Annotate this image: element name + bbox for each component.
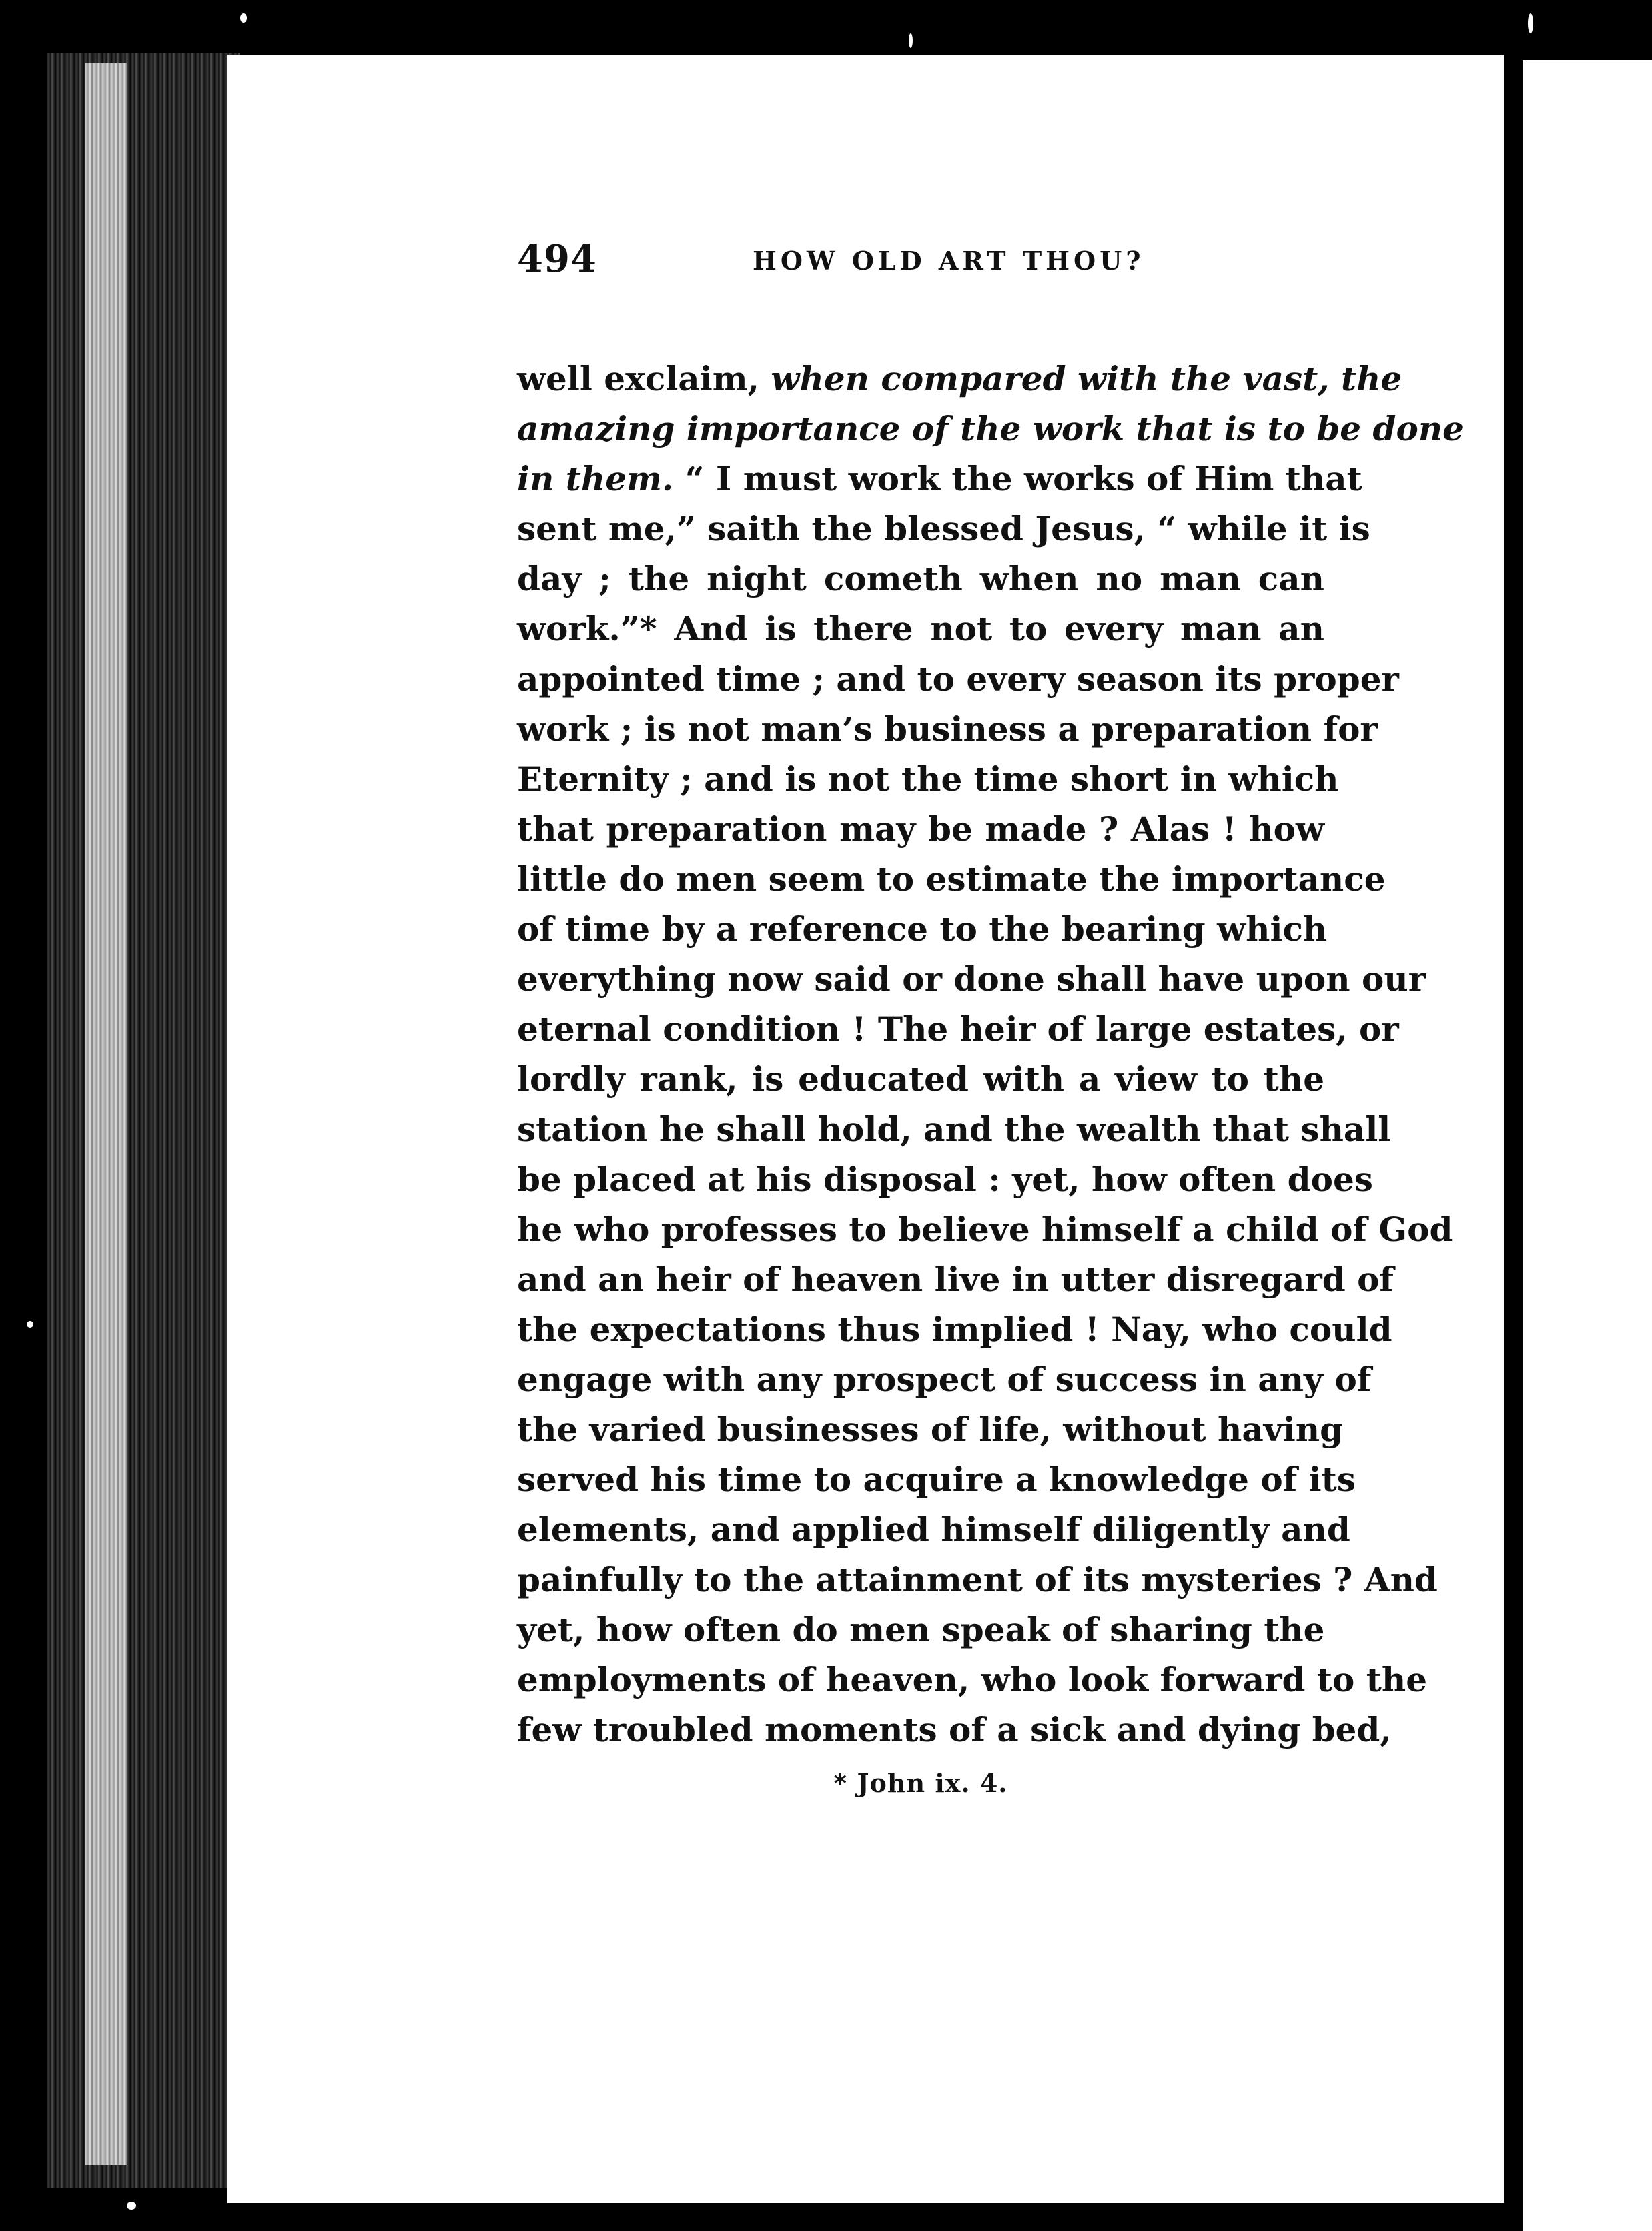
text-line xyxy=(517,1254,1394,1304)
text-segment: station he shall hold, and the wealth that shall xyxy=(517,1109,1391,1149)
text-segment: little do men seem to estimate the importance xyxy=(517,859,1386,899)
next-page-edge xyxy=(1523,60,1652,2231)
text-segment: everything now said or done shall have upon our xyxy=(517,959,1426,999)
text-segment: he who professes to believe himself a child of God xyxy=(517,1210,1453,1249)
text-line xyxy=(517,704,1378,754)
text-segment: elements, and applied himself diligently and xyxy=(517,1510,1350,1549)
text-line xyxy=(517,1004,1399,1054)
text-segment: few troubled moments of a sick and dying bed, xyxy=(517,1710,1392,1749)
text-segment: of time by a reference to the bearing which xyxy=(517,909,1328,949)
text-segment: “ I must work the works of Him that xyxy=(673,459,1362,498)
text-line xyxy=(517,554,1324,604)
text-line xyxy=(517,1504,1350,1554)
text-line xyxy=(517,454,1362,504)
text-segment: work ; is not man’s business a preparation for xyxy=(517,709,1378,749)
body-text xyxy=(517,354,1464,1755)
text-line xyxy=(517,1104,1391,1154)
text-line xyxy=(517,354,1402,404)
text-segment: yet, how often do men speak of sharing the xyxy=(517,1610,1325,1649)
text-segment: and an heir of heaven live in utter disregard of xyxy=(517,1260,1394,1299)
page-edges-highlight xyxy=(85,63,127,2165)
page-number: 494 xyxy=(517,237,597,281)
text-segment: well exclaim, xyxy=(517,359,771,398)
text-line xyxy=(517,1054,1324,1104)
text-line xyxy=(517,854,1386,904)
text-line xyxy=(517,1605,1324,1655)
italic-text-segment: in them. xyxy=(517,459,674,498)
text-segment: day ; the night cometh when no man can xyxy=(517,559,1324,598)
text-line xyxy=(517,504,1370,554)
text-segment: the varied businesses of life, without having xyxy=(517,1410,1344,1449)
italic-text-segment: when compared with the vast, the xyxy=(771,359,1402,398)
footnote: * John ix. 4. xyxy=(833,1768,1008,1798)
text-segment: that preparation may be made ? Alas ! how xyxy=(517,809,1324,849)
scan-speck xyxy=(1528,13,1533,33)
text-segment: Eternity ; and is not the time short in which xyxy=(517,759,1339,799)
text-segment: painfully to the attainment of its mysteries ? And xyxy=(517,1560,1438,1599)
scan-speck xyxy=(240,13,247,23)
text-line xyxy=(517,1655,1428,1705)
text-line xyxy=(517,1554,1438,1605)
scan-speck xyxy=(909,33,913,48)
text-line xyxy=(517,404,1464,454)
running-title: HOW OLD ART THOU? xyxy=(753,246,1145,276)
text-line xyxy=(517,954,1426,1004)
text-segment: sent me,” saith the blessed Jesus, “ while it is xyxy=(517,509,1370,548)
text-line xyxy=(517,1404,1344,1454)
book-gutter xyxy=(1504,47,1523,2231)
text-segment: be placed at his disposal : yet, how often does xyxy=(517,1160,1373,1199)
text-line xyxy=(517,1705,1392,1755)
text-line xyxy=(517,654,1399,704)
text-line xyxy=(517,754,1339,804)
text-line xyxy=(517,904,1328,954)
text-line xyxy=(517,1454,1356,1504)
text-segment: lordly rank, is educated with a view to the xyxy=(517,1059,1324,1099)
text-segment: employments of heaven, who look forward to the xyxy=(517,1660,1428,1699)
text-line xyxy=(517,1154,1373,1204)
text-line xyxy=(517,604,1324,654)
page-edges xyxy=(47,53,240,2188)
text-line xyxy=(517,804,1324,854)
text-segment: appointed time ; and to every season its proper xyxy=(517,659,1399,699)
scan-speck xyxy=(27,1321,33,1328)
text-segment: work.”* And is there not to every man an xyxy=(517,609,1324,648)
text-line xyxy=(517,1204,1453,1254)
text-segment: the expectations thus implied ! Nay, who could xyxy=(517,1310,1392,1349)
italic-text-segment: amazing importance of the work that is to be done xyxy=(517,409,1464,448)
text-line xyxy=(517,1354,1372,1404)
text-segment: served his time to acquire a knowledge of its xyxy=(517,1460,1356,1499)
text-segment: eternal condition ! The heir of large estates, or xyxy=(517,1009,1399,1049)
text-line xyxy=(517,1304,1392,1354)
text-segment: engage with any prospect of success in any of xyxy=(517,1360,1372,1399)
scan-speck xyxy=(127,2202,136,2210)
